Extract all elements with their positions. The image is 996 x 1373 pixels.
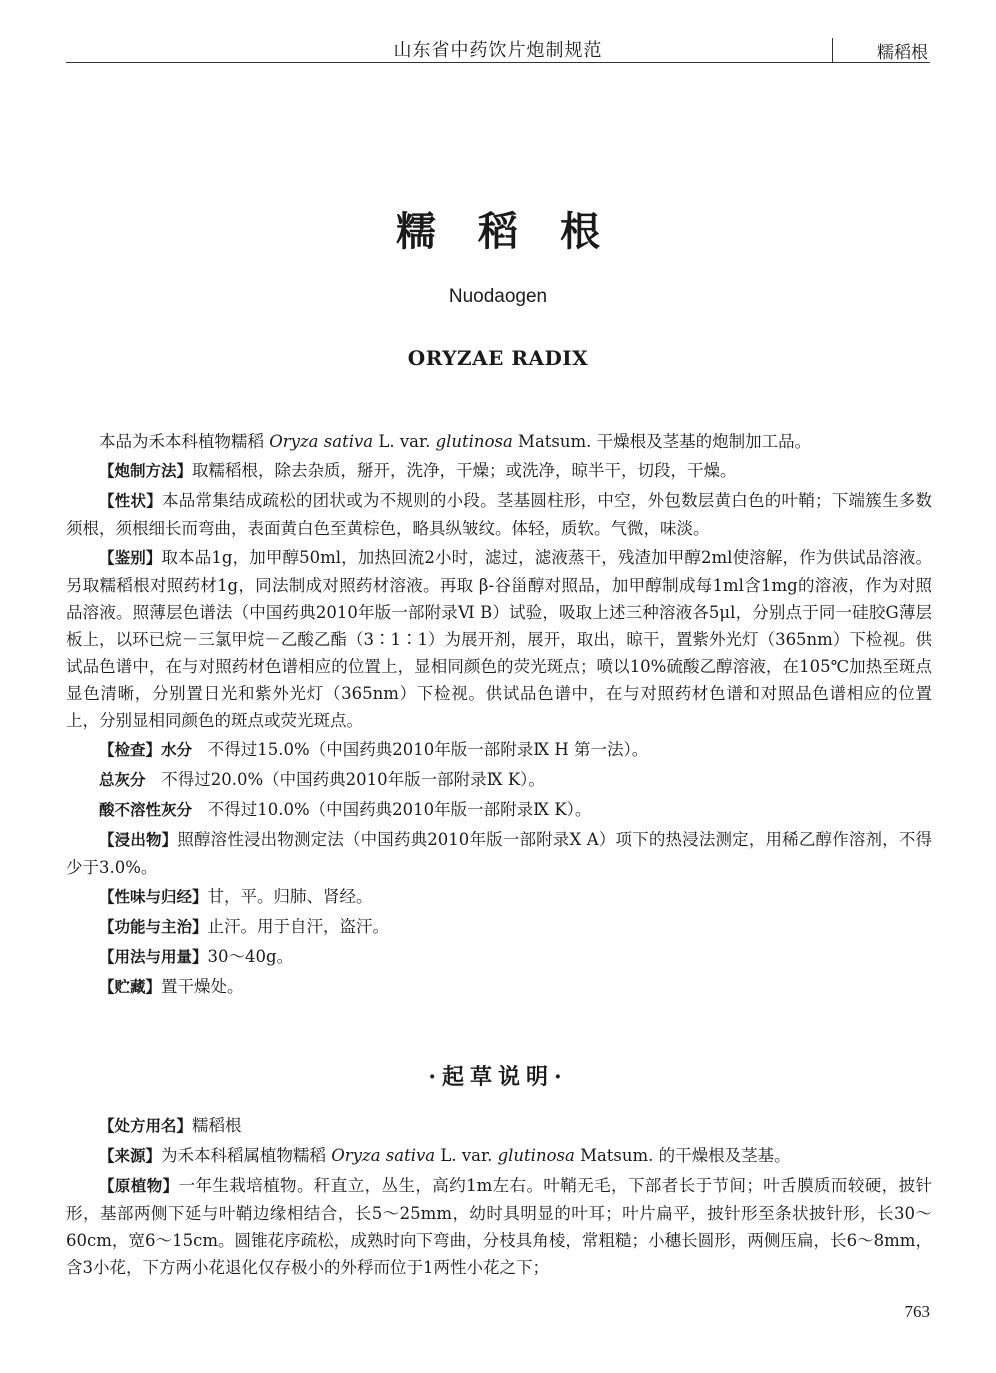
processing-heading: 【炮制方法】 (99, 462, 193, 480)
page-title: 糯稻根 (396, 208, 642, 255)
acid-ash-label: 酸不溶性灰分 (99, 801, 193, 819)
acid-ash-text: 不得过10.0%（中国药典2010年版一部附录Ⅸ K）。 (207, 800, 592, 819)
variety-name: glutinosa (497, 1146, 575, 1165)
drafting-body (66, 1112, 932, 1283)
book-title: 山东省中药饮片炮制规范 (393, 40, 603, 61)
processing-paragraph (66, 457, 932, 485)
source-text: 为禾本科稻属植物糯稻 (161, 1146, 332, 1165)
functions-heading: 【功能与主治】 (99, 918, 208, 936)
prescription-name-text: 糯稻根 (192, 1116, 242, 1135)
prescription-name-paragraph (66, 1112, 932, 1140)
intro-text: L. var. (373, 432, 436, 451)
storage-text: 置干燥处。 (161, 977, 244, 996)
pinyin-title: Nuodaogen (448, 286, 548, 307)
storage-heading: 【贮藏】 (99, 978, 162, 996)
dosage-heading: 【用法与用量】 (99, 948, 208, 966)
characters-heading: 【性状】 (99, 492, 162, 510)
identification-heading: 【鉴别】 (99, 549, 162, 567)
header-divider (66, 62, 930, 63)
prescription-name-heading: 【处方用名】 (99, 1117, 193, 1135)
nature-paragraph (66, 883, 932, 911)
monograph-body (66, 428, 932, 1003)
characters-paragraph (66, 487, 932, 542)
drafting-section-title: ·起草说明· (428, 1064, 568, 1090)
nature-heading: 【性味与归经】 (99, 888, 208, 906)
plant-heading: 【原植物】 (99, 1177, 179, 1195)
intro-text: Matsum. 干燥根及茎基的炮制加工品。 (512, 432, 812, 451)
species-name: Oryza sativa (331, 1146, 436, 1165)
plant-paragraph (66, 1172, 932, 1281)
intro-text: 本品为禾本科植物糯稻 (99, 432, 270, 451)
moisture-text: 不得过15.0%（中国药典2010年版一部附录Ⅸ H 第一法）。 (207, 740, 649, 759)
ash-label: 总灰分 (99, 771, 146, 789)
storage-paragraph (66, 973, 932, 1001)
inspection-moisture (66, 736, 932, 764)
extract-paragraph (66, 826, 932, 881)
dosage-text: 30～40g。 (207, 947, 294, 966)
extract-heading: 【浸出物】 (99, 831, 178, 849)
inspection-ash (66, 766, 932, 794)
intro-paragraph (66, 428, 932, 455)
page-number: 763 (904, 1302, 930, 1321)
source-text: Matsum. 的干燥根及茎基。 (574, 1146, 791, 1165)
characters-text: 本品常集结成疏松的团状或为不规则的小段。茎基圆柱形，中空，外包数层黄白色的叶鞘；下端簇生多数须根，须根细长而弯曲，表面黄白色至黄棕色，略具纵皱纹。体轻，质软。气微，味淡。 (66, 491, 932, 538)
running-header (66, 34, 930, 64)
source-paragraph (66, 1142, 932, 1170)
dosage-paragraph (66, 943, 932, 971)
species-name: Oryza sativa (269, 432, 374, 451)
latin-title: ORYZAE RADIX (407, 346, 589, 370)
moisture-label: 水分 (161, 741, 193, 759)
section-name: 糯稻根 (877, 43, 928, 63)
functions-text: 止汗。用于自汗，盗汗。 (207, 917, 390, 936)
extract-text: 照醇溶性浸出物测定法（中国药典2010年版一部附录Ⅹ A）项下的热浸法测定，用稀乙醇作溶剂，不得少于3.0%。 (66, 830, 932, 877)
plant-text: 一年生栽培植物。秆直立，丛生，高约1m左右。叶鞘无毛，下部者长于节间；叶舌膜质而较硬，披针形，基部两侧下延与叶鞘边缘相结合，长5～25mm，幼时具明显的叶耳；叶片扁平，披针形至条状披针形，长30～60cm，宽6～15cm。圆锥花序疏松，成熟时向下弯曲，分枝具角棱，常粗糙；小穗长圆形，两侧压扁，长6～8mm，含3小花，下方两小花退化仅存极小的外稃而位于1两性小花之下； (66, 1176, 932, 1277)
inspection-acid-ash (66, 796, 932, 824)
identification-paragraph (66, 544, 932, 734)
processing-text: 取糯稻根，除去杂质，掰开，洗净，干燥；或洗净，晾半干，切段，干燥。 (192, 461, 737, 480)
header-separator (832, 38, 833, 62)
source-heading: 【来源】 (99, 1147, 162, 1165)
nature-text: 甘，平。归肺、肾经。 (207, 887, 373, 906)
variety-name: glutinosa (435, 432, 513, 451)
ash-text: 不得过20.0%（中国药典2010年版一部附录Ⅸ K）。 (161, 770, 545, 789)
inspection-heading: 【检查】 (99, 741, 162, 759)
functions-paragraph (66, 913, 932, 941)
source-text: L. var. (435, 1146, 498, 1165)
identification-text: 取本品1g，加甲醇50ml，加热回流2小时，滤过，滤液蒸干，残渣加甲醇2ml使溶解，作为供试品溶液。另取糯稻根对照药材1g，同法制成对照药材溶液。再取 β-谷甾醇对照品，加甲醇制成每1ml含1mg的溶液，作为对照品溶液。照薄层色谱法（中国药典2010年版一部附录Ⅵ B）试验，吸取上述三种溶液各5μl，分别点于同一硅胶G薄层板上，以环已烷－三氯甲烷－乙酸乙酯（3∶1∶1）为展开剂，展开，取出，晾干，置紫外光灯（365nm）下检视。供试品色谱中，在与对照药材色谱相应的位置上，显相同颜色的荧光斑点；喷以10%硫酸乙醇溶液，在105℃加热至斑点显色清晰，分别置日光和紫外光灯（365nm）下检视。供试品色谱中，在与对照药材色谱和对照品色谱相应的位置上，分别显相同颜色的斑点或荧光斑点。 (66, 548, 932, 730)
